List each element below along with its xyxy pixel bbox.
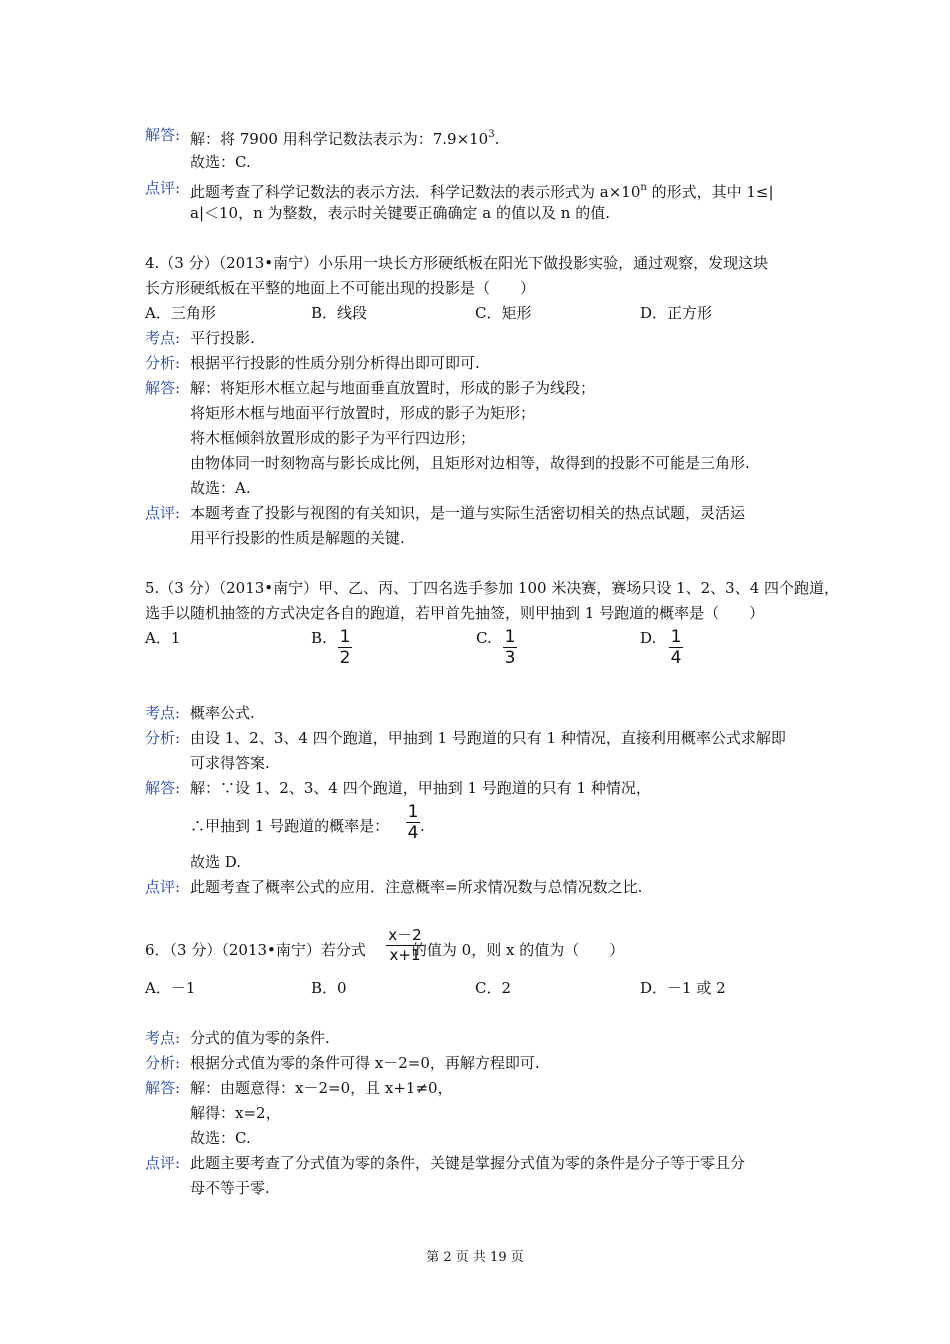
analysis-label: 分析: (145, 729, 181, 747)
q4-option-a: A．三角形 (145, 304, 216, 322)
q5-answer-period: . (420, 817, 425, 835)
q3-comment-text: 此题考查了科学记数法的表示方法．科学记数法的表示形式为 $a\times 10^n$ 的形式，其中 1≤| (190, 182, 774, 201)
topic-label: 考点: (145, 1029, 181, 1047)
q5-answer-fraction: 1 4 (407, 802, 419, 843)
analysis-label: 分析: (145, 354, 181, 372)
q5-option-d-label: D. (640, 629, 657, 647)
q6-option-d: D．－1 或 2 (640, 979, 726, 997)
answer-label: 解答: (145, 779, 181, 797)
q4-option-d: D．正方形 (640, 304, 713, 322)
answer-label: 解答: (145, 126, 181, 144)
analysis-label: 分析: (145, 1054, 181, 1072)
q6-option-c: C．2 (475, 979, 512, 997)
q6-stem-fraction: x－2 x+1 (386, 927, 424, 964)
answer-label: 解答: (145, 1079, 181, 1097)
q6-option-a: A．－1 (145, 979, 196, 997)
topic-label: 考点: (145, 704, 181, 722)
comment-label: 点评: (145, 504, 181, 522)
page-footer: 第 2 页 共 19 页 (426, 1250, 524, 1265)
topic-label: 考点: (145, 329, 181, 347)
q5-option-c-label: C. (476, 629, 492, 647)
q4-option-c: C．矩形 (475, 304, 532, 322)
q5-option-c-fraction: 1 3 (504, 627, 516, 668)
q5-option-b-fraction: 1 2 (339, 627, 351, 668)
q5-option-a: A．1 (145, 629, 181, 647)
q5-option-d-fraction: 1 4 (670, 627, 682, 668)
q6-option-b: B．0 (311, 979, 347, 997)
q3-answer-text: 解：将 7900 用科学记数法表示为：$7.9\times 10^3$. (190, 129, 500, 148)
comment-label: 点评: (145, 1154, 181, 1172)
q5-option-b-label: B. (311, 629, 327, 647)
answer-label: 解答: (145, 379, 181, 397)
q4-option-b: B．线段 (311, 304, 368, 322)
comment-label: 点评: (145, 878, 181, 896)
comment-label: 点评: (145, 179, 181, 197)
